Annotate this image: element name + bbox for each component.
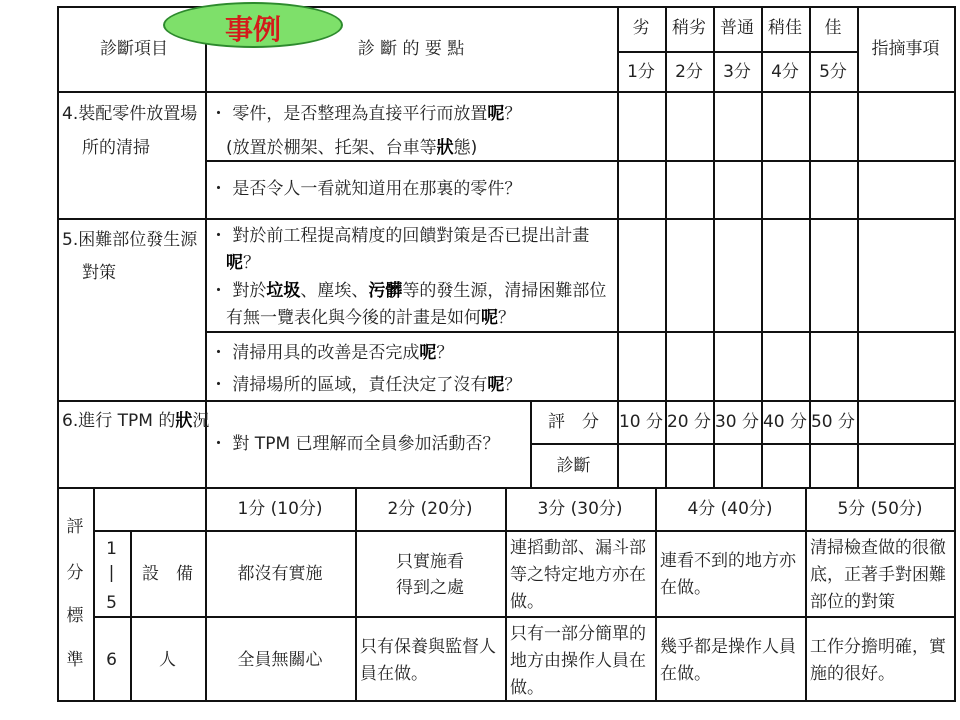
criteria-side-label-1: 評 (66, 517, 84, 537)
criteria-side-label-3: 標 (66, 606, 84, 626)
criteria-row1-cell2-line2: 得到之處 (396, 578, 464, 598)
criteria-row1-label: 設 備 (142, 564, 193, 584)
section6-score-4: 40 分 (762, 412, 808, 432)
criteria-header-2: 2分 (20分) (387, 499, 473, 519)
grid-line (57, 6, 59, 702)
grade-label-2: 稍劣 (672, 18, 706, 38)
grid-line (205, 160, 955, 162)
section4-title-cont: 所的清掃 (82, 138, 150, 158)
score-label-5: 5分 (819, 62, 847, 82)
section6-score-2: 20 分 (666, 412, 712, 432)
section5-question-3: ・ 清掃用具的改善是否完成呢？ (210, 343, 454, 363)
grid-line (57, 400, 955, 402)
section6-diagnosis-label: 診斷 (556, 456, 591, 476)
criteria-row1-cell2-line1: 只實施看 (396, 552, 464, 572)
section6-question: ・ 對 TPM 已理解而全員參加活動否？ (210, 434, 500, 454)
criteria-row2-cell5-line1: 工作分擔明確，實 (810, 637, 946, 657)
criteria-row2-cell3-line3: 做。 (510, 678, 544, 698)
remarks-label: 指摘事項 (871, 39, 940, 59)
grade-label-5: 佳 (824, 18, 842, 38)
criteria-row1-cell3-line1: 連搯動部、漏斗部 (510, 538, 646, 558)
criteria-row1-num-2: | (108, 563, 115, 583)
criteria-row1-cell4-line1: 連看不到的地方亦 (660, 551, 796, 571)
criteria-row1-cell1: 都沒有實施 (237, 564, 323, 584)
header-points-label: 診 斷 的 要 點 (357, 39, 465, 59)
criteria-row2-cell3-line2: 地方由操作人員在 (510, 651, 646, 671)
criteria-row2-label: 人 (159, 650, 176, 670)
score-label-4: 4分 (771, 62, 799, 82)
criteria-row1-num-1: 1 (106, 539, 117, 559)
criteria-row2-cell1: 全員無關心 (237, 650, 323, 670)
section6-score-5: 50 分 (810, 412, 856, 432)
criteria-row1-num-3: 5 (106, 593, 117, 613)
grid-line (93, 616, 955, 618)
section5-question-1-cont: 呢？ (226, 253, 260, 273)
grid-line (57, 218, 955, 220)
criteria-row2-cell4-line2: 在做。 (660, 664, 711, 684)
section6-score-1: 10 分 (618, 412, 664, 432)
criteria-row1-cell3-line2: 等之特定地方亦在 (510, 565, 646, 585)
grid-line (93, 530, 955, 532)
section5-question-2-cont: 有無一覽表化與今後的計畫是如何呢？ (226, 308, 515, 328)
criteria-row1-cell5-line1: 清掃檢查做的很徹 (810, 538, 946, 558)
grade-label-4: 稍佳 (768, 18, 802, 38)
criteria-row1-cell5-line2: 底，正著手對困難 (810, 565, 946, 585)
section5-question-1: ・ 對於前工程提高精度的回饋對策是否已提出計畫 (210, 226, 590, 246)
grade-label-1: 劣 (632, 18, 650, 38)
section5-question-2: ・ 對於垃圾、塵埃、污髒等的發生源，清掃困難部位 (210, 281, 607, 301)
criteria-row2-cell4-line1: 幾乎都是操作人員 (660, 637, 796, 657)
section6-score-3: 30 分 (714, 412, 760, 432)
section4-question-1: ・ 零件，是否整理為直接平行而放置呢？ (210, 104, 522, 124)
criteria-header-3: 3分 (30分) (537, 499, 623, 519)
criteria-row2-cell5-line2: 施的很好。 (810, 664, 895, 684)
criteria-row1-cell3-line3: 做。 (510, 592, 544, 612)
grid-line (954, 6, 956, 702)
grid-line (205, 331, 955, 333)
section4-question-2: ・ 是否令人一看就知道用在那裏的零件？ (210, 179, 522, 199)
criteria-header-4: 4分 (40分) (687, 499, 773, 519)
score-label-1: 1分 (627, 62, 655, 82)
section5-title: 5.困難部位發生源 (62, 230, 198, 250)
section5-title-cont: 對策 (82, 263, 116, 283)
grade-label-3: 普通 (720, 18, 754, 38)
criteria-header-5: 5分 (50分) (837, 499, 923, 519)
criteria-row2-cell3-line1: 只有一部分簡單的 (510, 624, 646, 644)
section6-title: 6.進行 TPM 的狀況 (62, 411, 210, 431)
grid-line (205, 6, 207, 702)
header-item-label: 診斷項目 (100, 39, 168, 59)
criteria-row2-cell2-line2: 員在做。 (360, 664, 428, 684)
score-label-3: 3分 (723, 62, 751, 82)
section6-score-label: 評 分 (548, 412, 599, 432)
section5-question-4: ・ 清掃場所的區域，責任決定了沒有呢？ (210, 375, 522, 395)
criteria-row2-num: 6 (106, 650, 117, 670)
grid-line (130, 530, 132, 702)
score-label-2: 2分 (675, 62, 703, 82)
example-badge-label: 事例 (224, 13, 281, 46)
criteria-header-1: 1分 (10分) (237, 499, 323, 519)
grid-line (57, 91, 955, 93)
grid-line (617, 51, 857, 53)
grid-line (857, 6, 859, 489)
criteria-side-label-2: 分 (66, 563, 84, 583)
criteria-row1-cell5-line3: 部位的對策 (810, 592, 895, 612)
section4-question-1-note: (放置於棚架、托架、台車等狀態) (226, 138, 478, 158)
criteria-side-label-4: 準 (66, 650, 84, 670)
criteria-row1-cell4-line2: 在做。 (660, 578, 711, 598)
criteria-row2-cell2-line1: 只有保養與監督人 (360, 637, 496, 657)
grid-line (530, 443, 955, 445)
section4-title: 4.裝配零件放置場 (62, 104, 198, 124)
